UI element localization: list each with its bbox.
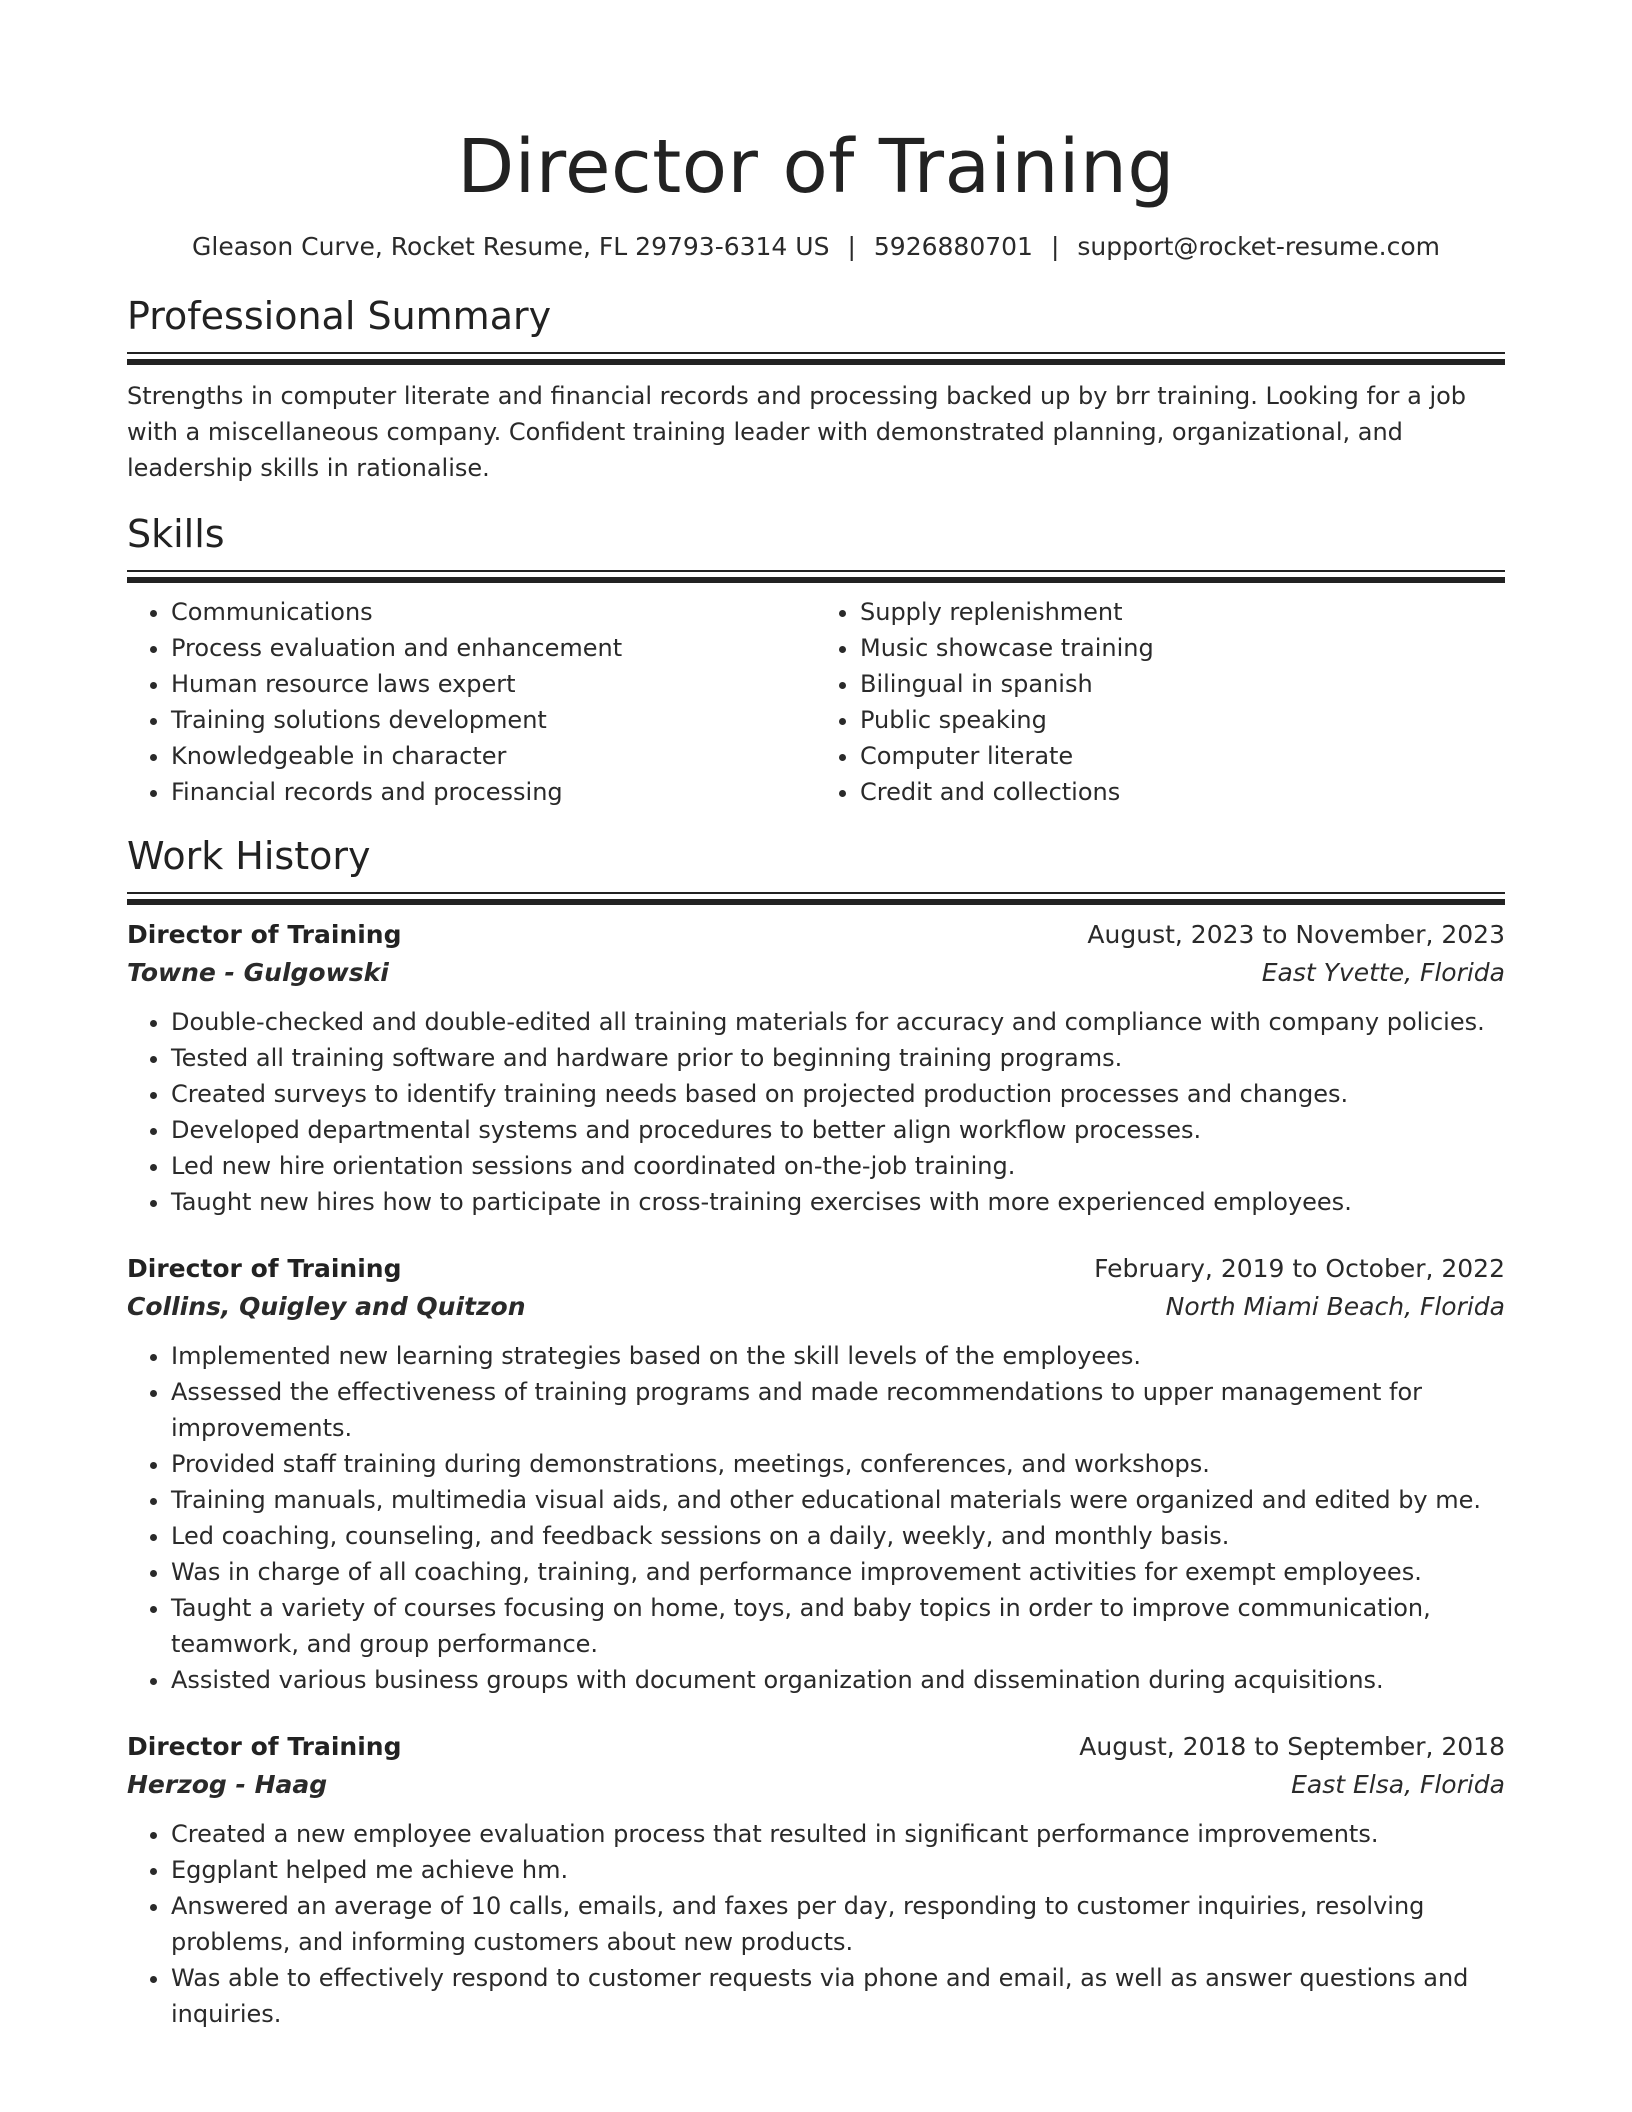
job-location: North Miami Beach, Florida xyxy=(1165,1292,1505,1321)
skill-item: • Process evaluation and enhancement xyxy=(171,630,816,666)
work-history-section xyxy=(127,832,1505,2032)
job-bullet: • Eggplant helped me achieve hm. xyxy=(171,1852,1505,1888)
skills-list-left xyxy=(127,594,816,810)
resume-page xyxy=(127,0,1505,2032)
skill-item: • Credit and collections xyxy=(860,774,1505,810)
job-bullet: • Was able to effectively respond to customer requests via phone and email, as well as answer questions and inquiries. xyxy=(171,1960,1505,2032)
job-bullet: • Developed departmental systems and procedures to better align workflow processes. xyxy=(171,1112,1505,1148)
summary-heading: Professional Summary xyxy=(127,294,552,338)
job-bullet: • Provided staff training during demonstrations, meetings, conferences, and workshops. xyxy=(171,1446,1505,1482)
skill-item: • Computer literate xyxy=(860,738,1505,774)
job-bullet: • Training manuals, multimedia visual aids, and other educational materials were organized and edited by me. xyxy=(171,1482,1505,1518)
job-bullet: • Double-checked and double-edited all training materials for accuracy and compliance with company policies. xyxy=(171,1004,1505,1040)
job-bullet: • Led new hire orientation sessions and coordinated on-the-job training. xyxy=(171,1148,1505,1184)
job-title: Director of Training xyxy=(127,1732,402,1761)
skill-item: • Bilingual in spanish xyxy=(860,666,1505,702)
skills-columns xyxy=(127,594,1505,810)
job-entry xyxy=(127,1250,1505,1698)
job-location: East Yvette, Florida xyxy=(1261,958,1505,987)
work-history-heading: Work History xyxy=(127,834,371,878)
skill-item: • Knowledgeable in character xyxy=(171,738,816,774)
resume-title: Director of Training xyxy=(457,124,1175,210)
job-company: Herzog - Haag xyxy=(127,1770,328,1799)
job-bullets xyxy=(127,1004,1505,1220)
job-title: Director of Training xyxy=(127,920,402,949)
job-entry xyxy=(127,916,1505,1220)
job-location: East Elsa, Florida xyxy=(1291,1770,1505,1799)
job-dates: August, 2023 to November, 2023 xyxy=(1087,920,1505,949)
section-divider xyxy=(127,570,1505,582)
skill-item: • Communications xyxy=(171,594,816,630)
job-title: Director of Training xyxy=(127,1254,402,1283)
section-divider xyxy=(127,892,1505,904)
skills-heading: Skills xyxy=(127,512,225,556)
job-bullet: • Taught a variety of courses focusing on home, toys, and baby topics in order to improve communication, teamwork, and group performance. xyxy=(171,1590,1505,1662)
skill-item: • Financial records and processing xyxy=(171,774,816,810)
job-bullet: • Led coaching, counseling, and feedback sessions on a daily, weekly, and monthly basis. xyxy=(171,1518,1505,1554)
job-bullet: • Created surveys to identify training needs based on projected production processes and changes. xyxy=(171,1076,1505,1112)
job-company: Towne - Gulgowski xyxy=(127,958,389,987)
summary-section xyxy=(127,292,1505,486)
skills-list-right xyxy=(816,594,1505,810)
contact-separator: | xyxy=(1050,232,1060,261)
summary-paragraph: Strengths in computer literate and financial records and processing backed up by brr training. Looking for a job with a miscellaneous company. Confident training leader with demonstrated planning, organizational, and leadership skills in rationalise. xyxy=(127,382,1467,482)
contact-separator: | xyxy=(847,232,856,261)
section-divider xyxy=(127,352,1505,364)
job-bullets xyxy=(127,1816,1505,2032)
skill-item: • Music showcase training xyxy=(860,630,1505,666)
job-company: Collins, Quigley and Quitzon xyxy=(127,1292,526,1321)
job-dates: February, 2019 to October, 2022 xyxy=(1094,1254,1505,1283)
job-dates: August, 2018 to September, 2018 xyxy=(1079,1732,1505,1761)
job-bullet: • Assisted various business groups with document organization and dissemination during acquisitions. xyxy=(171,1662,1505,1698)
skill-item: • Human resource laws expert xyxy=(171,666,816,702)
skills-section xyxy=(127,510,1505,810)
job-bullet: • Answered an average of 10 calls, emails, and faxes per day, responding to customer inquiries, resolving problems, and informing customers about new products. xyxy=(171,1888,1505,1960)
skill-item: • Training solutions development xyxy=(171,702,816,738)
job-bullet: • Tested all training software and hardware prior to beginning training programs. xyxy=(171,1040,1505,1076)
skill-item: • Supply replenishment xyxy=(860,594,1505,630)
job-bullet: • Implemented new learning strategies based on the skill levels of the employees. xyxy=(171,1338,1505,1374)
job-bullet: • Was in charge of all coaching, training, and performance improvement activities for exempt employees. xyxy=(171,1554,1505,1590)
email-text: support@rocket-resume.com xyxy=(1077,232,1440,261)
job-bullet: • Taught new hires how to participate in cross-training exercises with more experienced employees. xyxy=(171,1184,1505,1220)
skill-item: • Public speaking xyxy=(860,702,1505,738)
address-text: Gleason Curve, Rocket Resume, FL 29793-6314 US xyxy=(192,232,830,261)
job-bullets xyxy=(127,1338,1505,1698)
job-bullet: • Created a new employee evaluation process that resulted in significant performance improvements. xyxy=(171,1816,1505,1852)
job-entry xyxy=(127,1728,1505,2032)
phone-text: 5926880701 xyxy=(873,232,1033,261)
contact-line xyxy=(127,230,1505,264)
job-bullet: • Assessed the effectiveness of training programs and made recommendations to upper management for improvements. xyxy=(171,1374,1505,1446)
